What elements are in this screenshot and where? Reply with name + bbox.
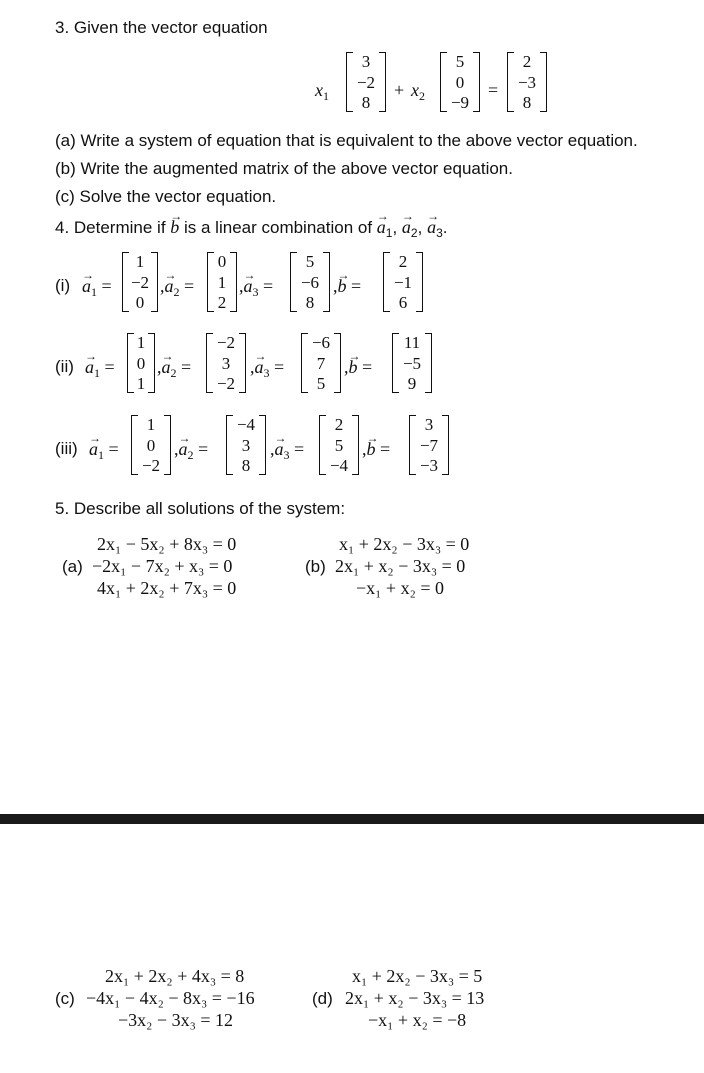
q3-vector-1: 3 −2 8	[346, 52, 386, 112]
q5-b-eq1: x₁ + 2x₂ − 3x₃ = 0	[339, 534, 470, 554]
q4-row-ii-label: (ii)	[55, 357, 74, 376]
q4-ii-a1: 1 0 1	[127, 333, 155, 393]
q5-title: 5. Describe all solutions of the system:	[55, 499, 346, 518]
q3-equals: =	[488, 80, 499, 100]
q5-a-eq2: −2x₁ − 7x₂ + x₃ = 0	[92, 556, 233, 576]
q4-i-a3: 5 −6 8	[290, 252, 330, 312]
q4-i-a2: 0 1 2	[207, 252, 237, 312]
q5-a-eq3: 4x₁ + 2x₂ + 7x₃ = 0	[97, 578, 237, 598]
b-vector-symbol: b →	[170, 217, 179, 237]
q5-a-label: (a)	[62, 557, 83, 576]
q4-title: 4. Determine if b → is a linear combination of $a \to_1$, $a \to_2$, $a \to_3$.	[55, 217, 447, 239]
q4-ii-b: 11 −5 9	[392, 333, 432, 393]
q5-d-eq1: x₁ + 2x₂ − 3x₃ = 5	[352, 966, 483, 986]
q5-b-label: (b)	[305, 557, 326, 576]
q5-d-label: (d)	[312, 989, 333, 1008]
q5-c-label: (c)	[55, 989, 75, 1008]
q4-iii-b: 3 −7 −3	[409, 415, 449, 475]
q4-i-b: 2 −1 6	[383, 252, 423, 312]
q4-row-iii-label: (iii)	[55, 439, 78, 458]
q5-a-eq1: 2x₁ − 5x₂ + 8x₃ = 0	[97, 534, 237, 554]
q5-d-eq3: −x₁ + x₂ = −8	[368, 1010, 467, 1030]
q4-i-a1: 1 −2 0	[122, 252, 158, 312]
q3-vector-2: 5 0 −9	[440, 52, 480, 112]
q3-coef-x1: $x_1$	[315, 80, 329, 103]
q4-ii-a3: −6 7 5	[301, 333, 341, 393]
page-divider-band	[0, 814, 704, 824]
q5-c-eq2: −4x₁ − 4x₂ − 8x₃ = −16	[86, 988, 255, 1008]
q3-plus: +	[394, 80, 405, 100]
q4-iii-a2: −4 3 8	[226, 415, 266, 475]
q5-b-eq3: −x₁ + x₂ = 0	[356, 578, 445, 598]
q3-title: 3. Given the vector equation	[55, 18, 268, 37]
q3-coef-x2: $x_2$	[411, 80, 425, 103]
q5-d-eq2: 2x₁ + x₂ − 3x₃ = 13	[345, 988, 485, 1008]
q4-ii-a2: −2 3 −2	[206, 333, 246, 393]
q3-vector-3: 2 −3 8	[507, 52, 547, 112]
q3-part-c: (c) Solve the vector equation.	[55, 187, 277, 206]
q4-row-i-label: (i)	[55, 276, 71, 295]
q5-c-eq3: −3x₂ − 3x₃ = 12	[118, 1010, 234, 1030]
q3-part-a: (a) Write a system of equation that is equivalent to the above vector equation.	[55, 131, 638, 150]
q4-iii-a1: 1 0 −2	[131, 415, 171, 475]
q5-c-eq1: 2x₁ + 2x₂ + 4x₃ = 8	[105, 966, 245, 986]
q4-iii-a3: 2 5 −4	[319, 415, 359, 475]
q3-part-b: (b) Write the augmented matrix of the above vector equation.	[55, 159, 513, 178]
q5-b-eq2: 2x₁ + x₂ − 3x₃ = 0	[335, 556, 466, 576]
